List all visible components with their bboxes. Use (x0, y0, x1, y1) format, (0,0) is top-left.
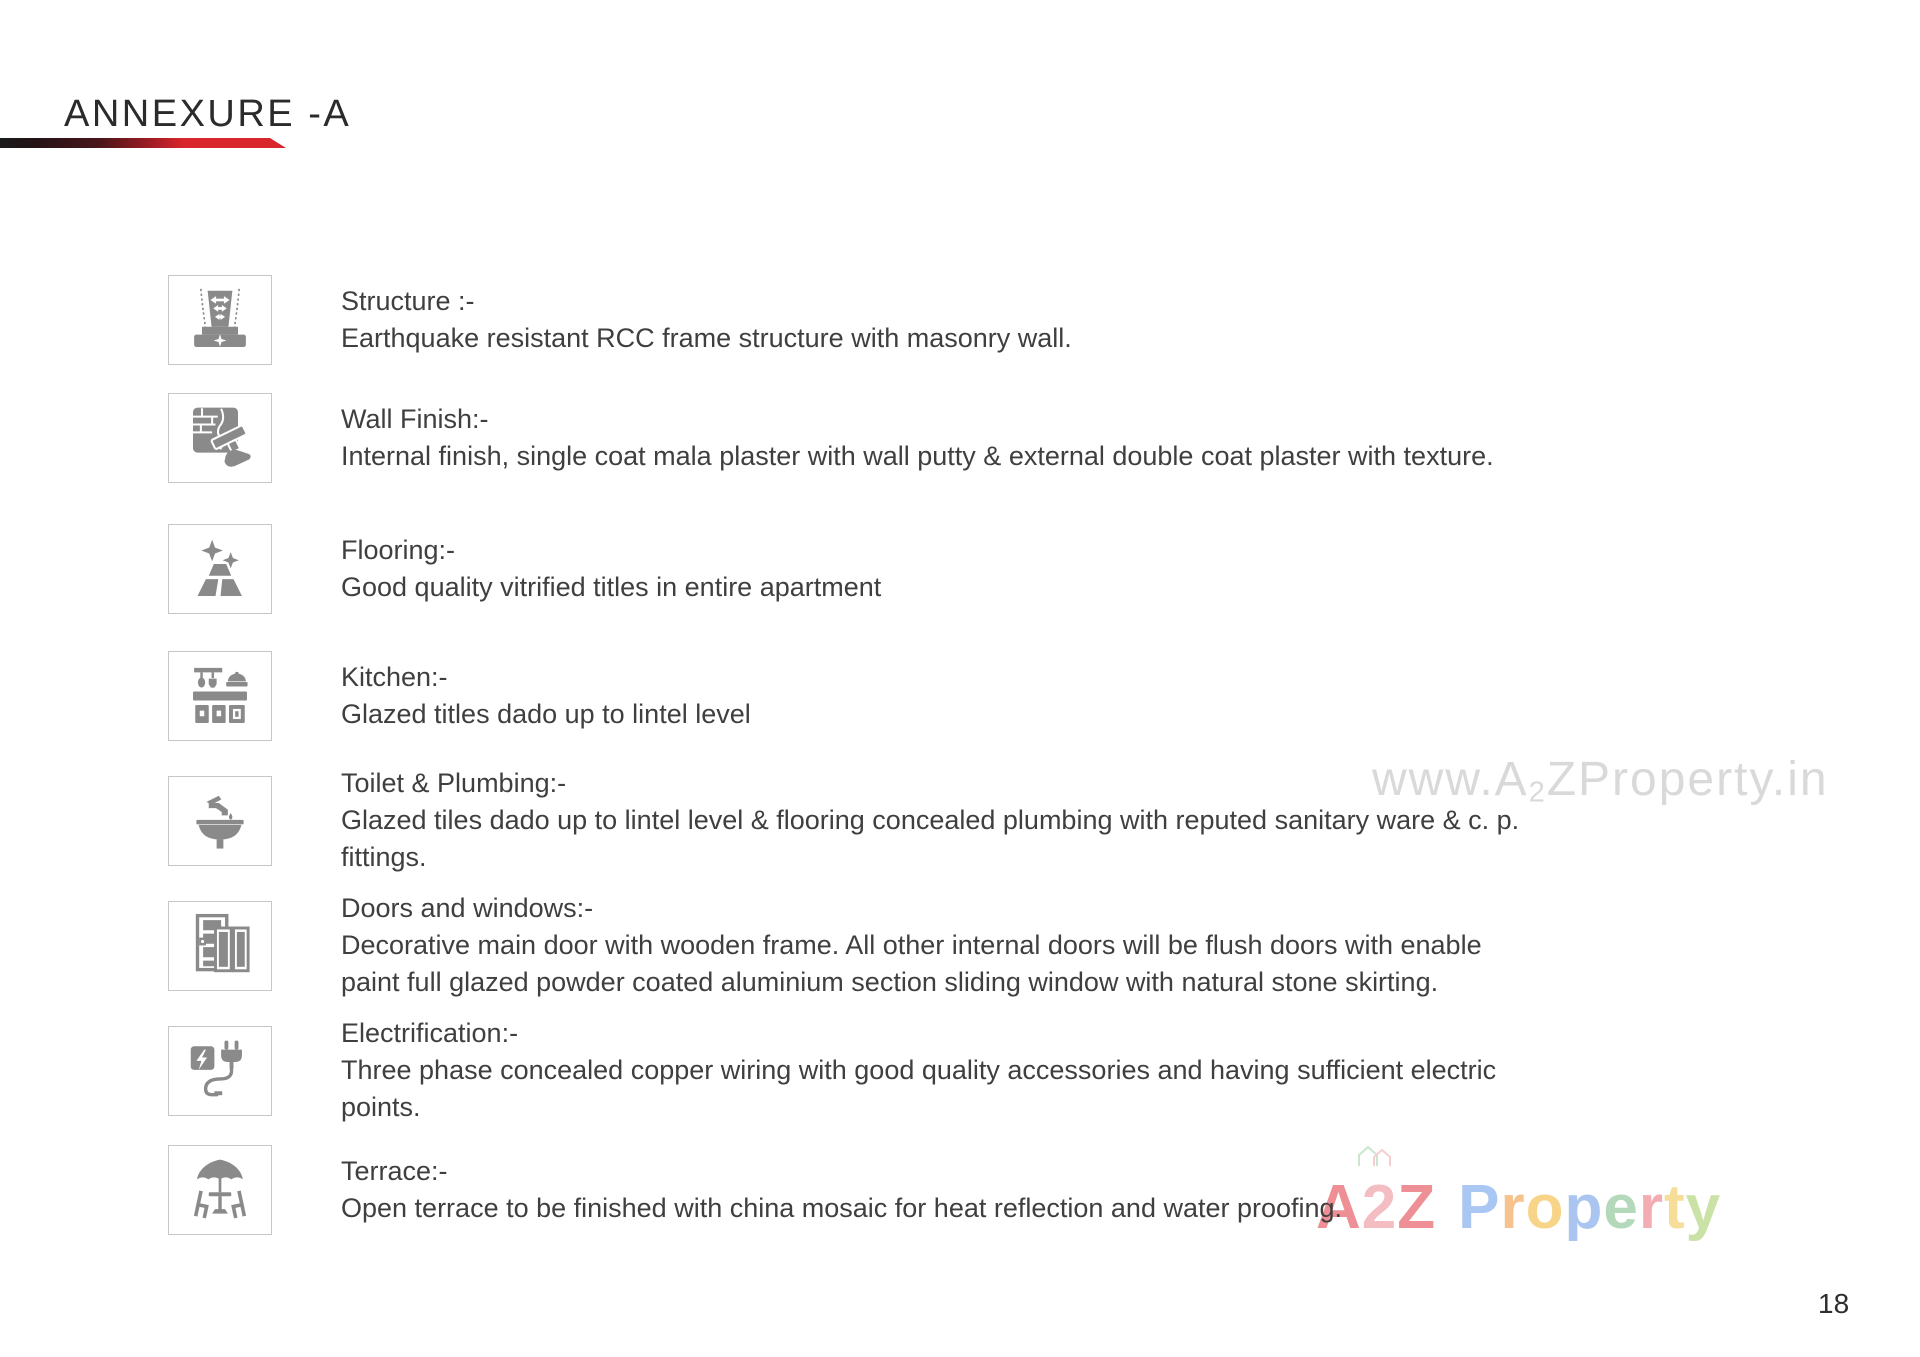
terrace-icon-box (168, 1145, 272, 1235)
spec-desc: Three phase concealed copper wiring with good quality accessories and having sufficient electric (341, 1055, 1497, 1085)
electrification-icon-box (168, 1026, 272, 1116)
spec-item-structure (168, 275, 1072, 365)
flooring-icon-box (168, 524, 272, 614)
spec-title: Electrification:- (341, 1018, 519, 1048)
spec-title: Terrace:- (341, 1156, 448, 1186)
logo-letter: Z (1397, 1173, 1437, 1242)
spec-desc: points. (341, 1092, 421, 1122)
spec-title: Wall Finish:- (341, 404, 489, 434)
spec-item-terrace (168, 1145, 1342, 1235)
page-title: ANNEXURE -A (64, 93, 352, 135)
watermark-url-sub: 2 (1528, 776, 1547, 809)
logo-letter: r (1638, 1173, 1665, 1242)
spec-desc: Open terrace to be finished with china mosaic for heat reflection and water proofing. (341, 1193, 1343, 1223)
spec-desc: Glazed titles dado up to lintel level (341, 699, 751, 729)
wall-finish-icon (184, 402, 256, 474)
spec-item-toilet-plumbing (168, 765, 1519, 876)
spec-title: Toilet & Plumbing:- (341, 768, 567, 798)
terrace-icon (184, 1154, 256, 1226)
logo-letter: y (1685, 1173, 1722, 1242)
logo-letter: r (1500, 1173, 1526, 1242)
spec-title: Flooring:- (341, 535, 456, 565)
spec-item-flooring (168, 524, 881, 614)
spec-desc: Decorative main door with wooden frame. All other internal doors will be flush doors with enable (341, 930, 1482, 960)
spec-item-kitchen (168, 651, 751, 741)
toilet-plumbing-icon-box (168, 776, 272, 866)
doors-windows-icon-box (168, 901, 272, 991)
spec-text (341, 659, 751, 733)
flooring-icon (184, 533, 256, 605)
structure-icon-box (168, 275, 272, 365)
page-number: 18 (1818, 1288, 1850, 1319)
watermark-url-prefix: www.A (1372, 753, 1529, 806)
spec-text (341, 1015, 1496, 1126)
spec-item-doors-windows (168, 890, 1482, 1001)
spec-text (341, 1153, 1342, 1227)
logo-letter: p (1564, 1173, 1604, 1242)
spec-text (341, 283, 1072, 357)
spec-desc: Glazed tiles dado up to lintel level & flooring concealed plumbing with reputed sanitary ware & c. p. (341, 805, 1520, 835)
spec-desc: Good quality vitrified titles in entire apartment (341, 572, 882, 602)
logo-letter: P (1458, 1173, 1501, 1242)
spec-desc: fittings. (341, 842, 427, 872)
kitchen-icon-box (168, 651, 272, 741)
logo-letter: t (1664, 1173, 1686, 1242)
wall-finish-icon-box (168, 393, 272, 483)
kitchen-icon (184, 660, 256, 732)
logo-letter: A (1316, 1173, 1362, 1242)
spec-desc: paint full glazed powder coated aluminium section sliding window with natural stone skirting. (341, 967, 1439, 997)
electrification-icon (184, 1035, 256, 1107)
doors-windows-icon (184, 910, 256, 982)
spec-text (341, 401, 1494, 475)
spec-title: Kitchen:- (341, 662, 448, 692)
spec-title: Structure :- (341, 286, 475, 316)
spec-desc: Internal finish, single coat mala plaster with wall putty & external double coat plaster with texture. (341, 441, 1494, 471)
spec-text (341, 532, 881, 606)
spec-text (341, 890, 1482, 1001)
logo-letter: o (1525, 1173, 1565, 1242)
logo-letter: e (1603, 1173, 1639, 1242)
spec-text (341, 765, 1519, 876)
spec-title: Doors and windows:- (341, 893, 594, 923)
structure-icon (184, 284, 256, 356)
spec-item-electrification (168, 1015, 1496, 1126)
watermark-url-suffix: ZProperty.in (1546, 753, 1829, 806)
logo-letter: 2 (1361, 1173, 1398, 1242)
spec-desc: Earthquake resistant RCC frame structure with masonry wall. (341, 323, 1072, 353)
toilet-plumbing-icon (184, 785, 256, 857)
spec-item-wall-finish (168, 393, 1494, 483)
